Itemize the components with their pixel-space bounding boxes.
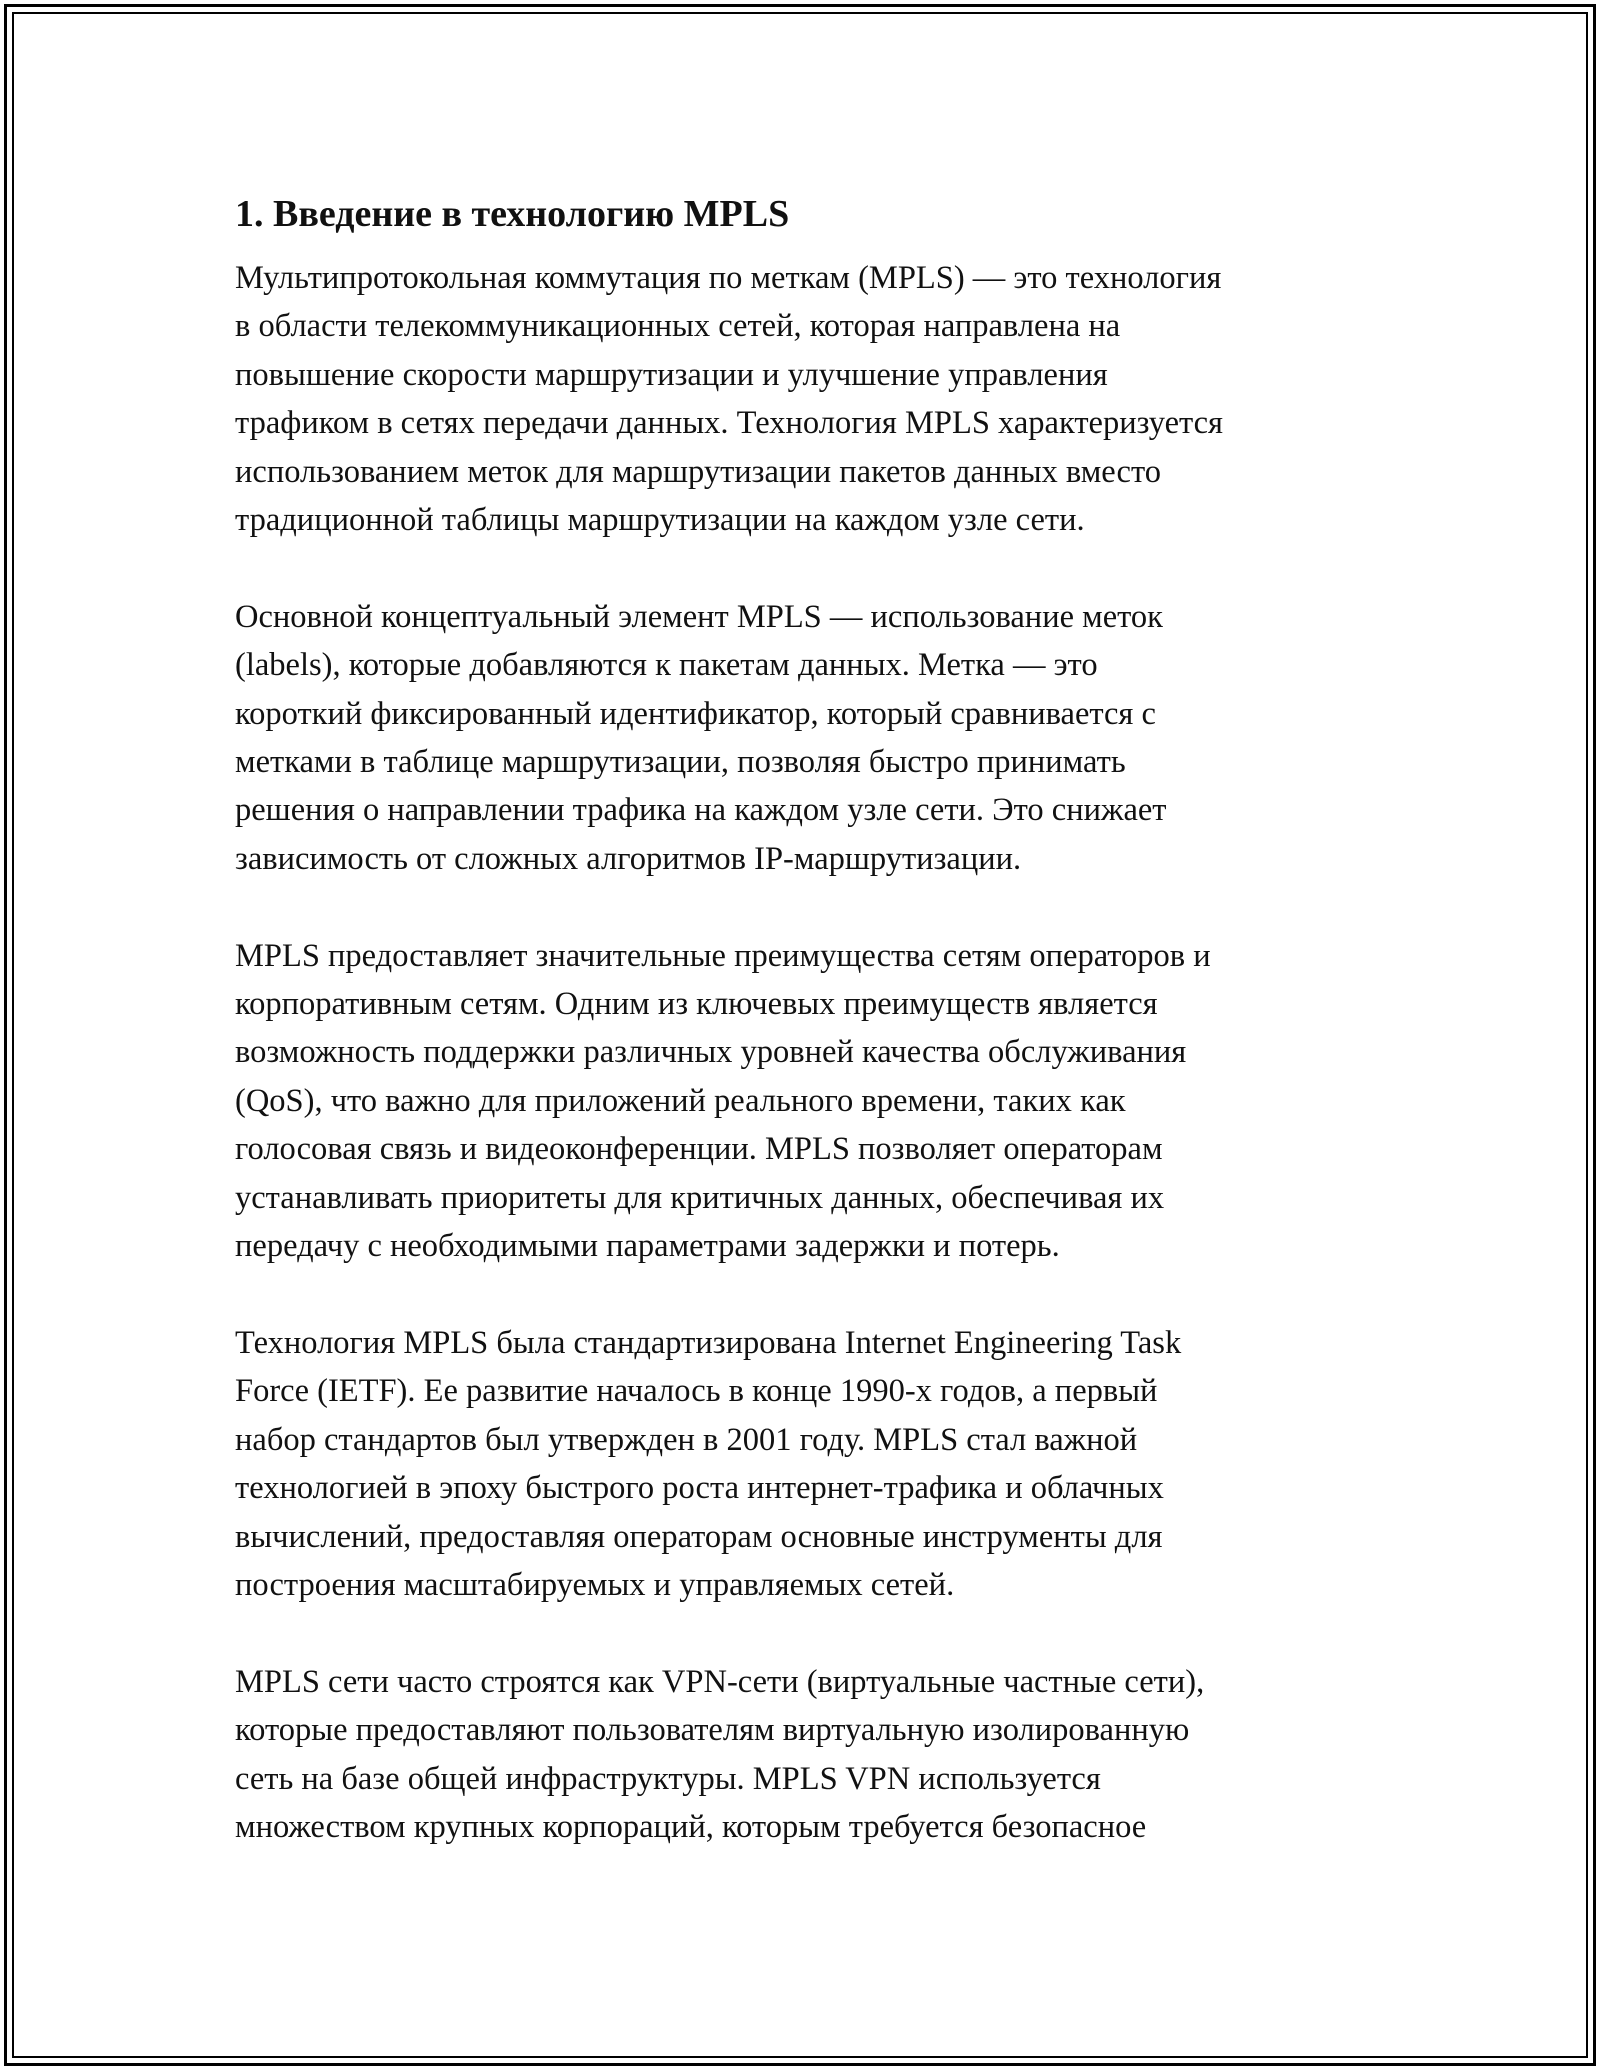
- text-line: (QoS), что важно для приложений реального времени, таких как: [235, 1082, 1126, 1119]
- paragraph-4: [235, 1319, 1385, 1609]
- text-line: возможность поддержки различных уровней качества обслуживания: [235, 1034, 1187, 1071]
- text-line: повышение скорости маршрутизации и улучшение управления: [235, 356, 1108, 393]
- text-line: в области телекоммуникационных сетей, которая направлена на: [235, 308, 1121, 345]
- text-line: технологией в эпоху быстрого роста интернет-трафика и облачных: [235, 1470, 1164, 1507]
- text-line: корпоративным сетям. Одним из ключевых преимуществ является: [235, 986, 1158, 1023]
- paragraph-1: [235, 254, 1385, 544]
- text-line: набор стандартов был утвержден в 2001 году. MPLS стал важной: [235, 1421, 1138, 1458]
- paragraph-3: [235, 932, 1385, 1271]
- paragraph-5: [235, 1658, 1385, 1852]
- text-line: традиционной таблицы маршрутизации на каждом узле сети.: [235, 502, 1085, 539]
- document-body: [235, 184, 1385, 1900]
- text-line: решения о направлении трафика на каждом узле сети. Это снижает: [235, 792, 1167, 829]
- text-line: Технология MPLS была стандартизирована Internet Engineering Task: [235, 1324, 1182, 1361]
- text-line: множеством крупных корпораций, которым требуется безопасное: [235, 1808, 1147, 1845]
- text-line: (labels), которые добавляются к пакетам данных. Метка — это: [235, 647, 1098, 684]
- section-heading: 1. Введение в технологию MPLS: [235, 193, 790, 235]
- text-line: которые предоставляют пользователям виртуальную изолированную: [235, 1712, 1190, 1749]
- text-line: голосовая связь и видеоконференции. MPLS позволяет операторам: [235, 1131, 1163, 1168]
- text-line: MPLS предоставляет значительные преимущества сетям операторов и: [235, 937, 1211, 974]
- text-line: Основной концептуальный элемент MPLS — использование меток: [235, 598, 1163, 635]
- text-line: Мультипротокольная коммутация по меткам (MPLS) — это технология: [235, 260, 1222, 296]
- text-line: построения масштабируемых и управляемых сетей.: [235, 1566, 955, 1603]
- text-line: устанавливать приоритеты для критичных данных, обеспечивая их: [235, 1179, 1165, 1216]
- text-line: метками в таблице маршрутизации, позволяя быстро принимать: [235, 744, 1126, 781]
- text-line: Force (IETF). Ее развитие началось в конце 1990-х годов, а первый: [235, 1373, 1158, 1410]
- text-line: зависимость от сложных алгоритмов IP-маршрутизации.: [235, 840, 1022, 877]
- text-line: сеть на базе общей инфраструктуры. MPLS VPN используется: [235, 1760, 1101, 1797]
- paragraph-2: [235, 593, 1385, 883]
- text-line: вычислений, предоставляя операторам основные инструменты для: [235, 1518, 1163, 1555]
- text-line: короткий фиксированный идентификатор, который сравнивается с: [235, 695, 1156, 732]
- text-line: трафиком в сетях передачи данных. Технология MPLS характеризуется: [235, 405, 1223, 442]
- text-line: использованием меток для маршрутизации пакетов данных вместо: [235, 453, 1161, 490]
- text-line: MPLS сети часто строятся как VPN-сети (виртуальные частные сети),: [235, 1663, 1205, 1700]
- text-line: передачу с необходимыми параметрами задержки и потерь.: [235, 1228, 1060, 1265]
